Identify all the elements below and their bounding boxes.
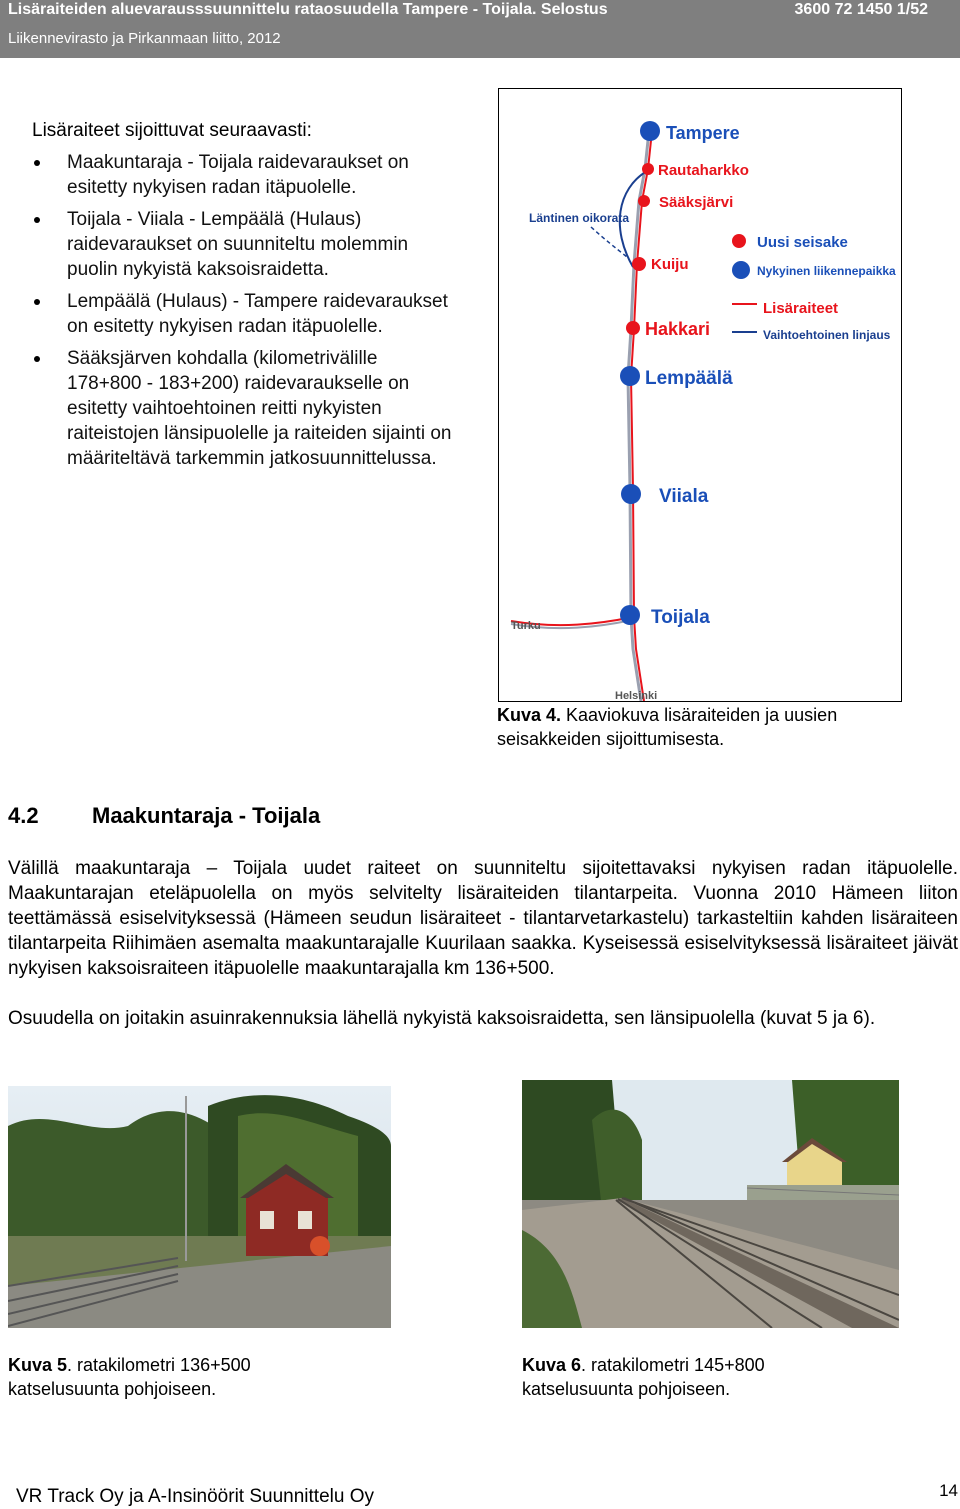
figure-6-label: Kuva 6 — [522, 1355, 582, 1375]
branch-label-turku: Turku — [511, 620, 541, 632]
legend-new-stop-label: Uusi seisake — [757, 234, 848, 251]
station-label-viiala: Viiala — [659, 486, 709, 507]
intro-text: Lisäraiteet sijoittuvat seuraavasti: — [32, 120, 312, 141]
list-item: Lempäälä (Hulaus) - Tampere raidevaraukset on esitetty nykyisen radan itäpuolelle. — [32, 289, 452, 339]
section-title: Maakuntaraja - Toijala — [92, 803, 321, 828]
figure-4-caption — [497, 703, 917, 751]
list-item: Sääksjärven kohdalla (kilometrivälille 178+800 - 183+200) raidevaraukselle on esitetty vaihtoehtoinen reitti nykyisten raiteistojen länsipuolelle ja raiteiden sijainti on määriteltävä tarkemmin jatkosuunnittelussa. — [32, 346, 452, 471]
legend-existing-stop-marker — [732, 261, 750, 279]
station-marker-toijala — [620, 605, 640, 625]
figure-5-photo — [8, 1086, 391, 1328]
document-title: Lisäraiteiden aluevarausssuunnittelu rataosuudella Tampere - Toijala. Selostus — [8, 1, 608, 18]
page-number: 14 — [939, 1481, 958, 1500]
station-marker-viiala — [621, 484, 641, 504]
station-marker-tampere — [640, 121, 660, 141]
legend-extra-tracks-label: Lisäraiteet — [763, 300, 839, 317]
figure-5-caption — [8, 1353, 308, 1401]
station-label-saaksjarvi: Sääksjärvi — [659, 194, 734, 211]
station-marker-hakkari — [626, 321, 640, 335]
section-number: 4.2 — [8, 803, 39, 828]
station-label-lempaala: Lempäälä — [645, 368, 733, 389]
list-item: Maakuntaraja - Toijala raidevaraukset on esitetty nykyisen radan itäpuolelle. — [32, 150, 452, 200]
track-diagram — [498, 88, 902, 702]
legend-existing-stop-label: Nykyinen liikennepaikka — [757, 264, 896, 278]
branch-label-helsinki: Helsinki — [615, 690, 658, 701]
figure-6-caption — [522, 1353, 822, 1401]
station-label-tampere: Tampere — [666, 123, 740, 143]
legend-alternative-label: Vaihtoehtoinen linjaus — [763, 328, 891, 342]
page-header — [0, 0, 960, 58]
figure-5-label: Kuva 5 — [8, 1355, 68, 1375]
paragraph: Osuudella on joitakin asuinrakennuksia lähellä nykyistä kaksoisraidetta, sen länsipuolella (kuvat 5 ja 6). — [8, 1008, 876, 1029]
legend-new-stop-marker — [732, 234, 746, 248]
section-heading — [8, 803, 320, 829]
figure-4-label: Kuva 4. — [497, 705, 562, 725]
station-marker-lempaala — [620, 366, 640, 386]
paragraph: Välillä maakuntaraja – Toijala uudet raiteet on suunniteltu sijoitettavaksi nykyisen radan itäpuolelle. Maakuntarajan eteläpuolella on myös selvitelty lisäraiteiden tilantarpeita. Vuonna 2010 Hämeen liiton teettämässä esiselvityksessä (Hämeen seudun lisäraiteet - tilantarvetarkastelu) tarkasteltiin kahden lisäraiteen tilantarpeita Riihimäen asemalta maakuntarajalle Kuurilaan saakka. Kyseisessä esiselvityksessä lisäraiteet jäivät nykyisen kaksoisraiteen itäpuolelle maakuntarajalla km 136+500. — [8, 858, 958, 979]
track-location-list — [32, 150, 452, 478]
station-label-hakkari: Hakkari — [645, 319, 711, 339]
list-item: Toijala - Viiala - Lempäälä (Hulaus) raidevaraukset on suunniteltu molemmin puolin nykyistä kaksoisraidetta. — [32, 207, 452, 282]
station-marker-rautaharkko — [642, 163, 654, 175]
document-organization: Liikennevirasto ja Pirkanmaan liitto, 2012 — [8, 30, 281, 47]
figure-6-photo — [522, 1080, 899, 1328]
branch-label-west-loop: Läntinen oikorata — [529, 211, 630, 225]
document-code: 3600 72 1450 1/52 — [794, 1, 928, 18]
figure-5-text: . ratakilometri 136+500 katselusuunta pohjoiseen. — [8, 1355, 251, 1399]
figure-4-text: Kaaviokuva lisäraiteiden ja uusien seisakkeiden sijoittumisesta. — [497, 705, 838, 749]
figure-6-text: . ratakilometri 145+800 katselusuunta pohjoiseen. — [522, 1355, 765, 1399]
station-marker-saaksjarvi — [638, 195, 650, 207]
station-label-rautaharkko: Rautaharkko — [658, 162, 749, 179]
station-marker-kuiju — [632, 257, 646, 271]
track-diagram-svg — [499, 89, 901, 701]
station-label-kuiju: Kuiju — [651, 256, 689, 273]
station-label-toijala: Toijala — [651, 607, 710, 628]
footer-company: VR Track Oy ja A-Insinöörit Suunnittelu Oy — [16, 1486, 374, 1507]
